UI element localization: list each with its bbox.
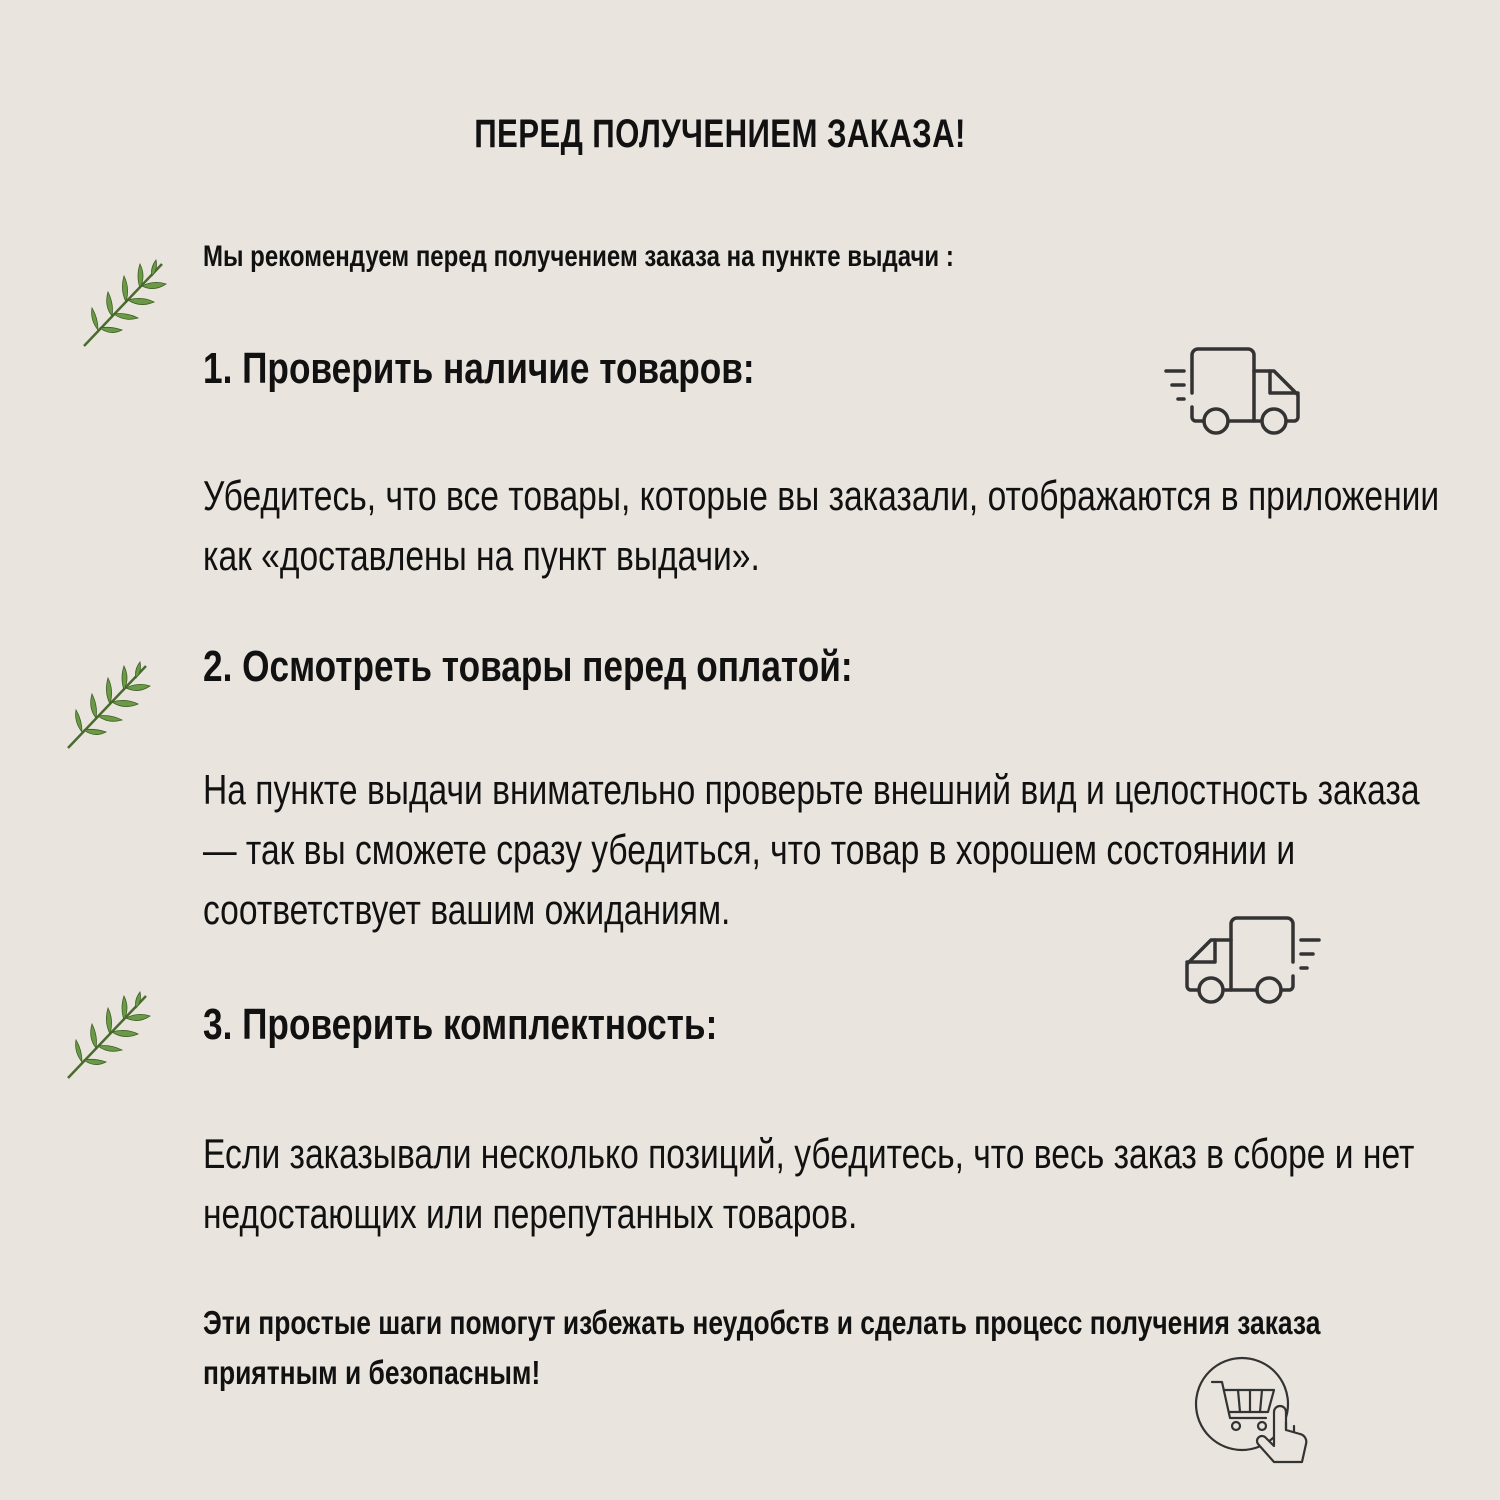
closing-text: Эти простые шаги помогут избежать неудобств и сделать процесс получения заказа приятным и безопасным! <box>203 1304 1321 1391</box>
rosemary-sprig-icon <box>78 258 170 350</box>
step-3-text: Если заказывали несколько позиций, убедитесь, что весь заказ в сборе и нет недостающих или перепутанных товаров. <box>203 1130 1415 1237</box>
step-3-heading: 3. Проверить комплектность: <box>203 1000 718 1049</box>
step-1-heading: 1. Проверить наличие товаров: <box>203 344 755 393</box>
intro-text: Мы рекомендуем перед получением заказа на пункте выдачи : <box>203 240 954 273</box>
rosemary-sprig-icon <box>62 990 154 1082</box>
page-title: ПЕРЕД ПОЛУЧЕНИЕМ ЗАКАЗА! <box>474 112 966 156</box>
step-2-heading: 2. Осмотреть товары перед оплатой: <box>203 642 853 691</box>
rosemary-sprig-icon <box>62 660 154 752</box>
delivery-truck-icon <box>1162 345 1307 437</box>
delivery-truck-icon <box>1178 914 1323 1006</box>
step-1-text: Убедитесь, что все товары, которые вы заказали, отображаются в приложении как «доставлены на пункт выдачи». <box>203 472 1440 579</box>
step-2-text: На пункте выдачи внимательно проверьте внешний вид и целостность заказа — так вы сможете сразу убедиться, что товар в хорошем состоянии и соответствует вашим ожиданиям. <box>203 766 1420 933</box>
shopping-cart-tap-icon <box>1192 1352 1324 1470</box>
